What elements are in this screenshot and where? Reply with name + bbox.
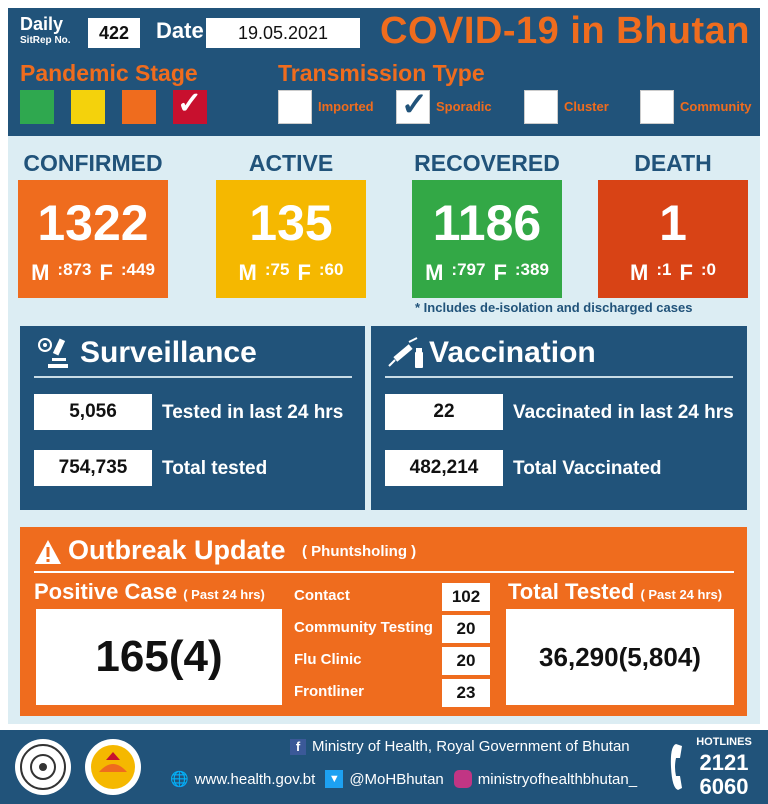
recovered-male-count: :797 bbox=[451, 260, 486, 279]
surveillance-divider bbox=[34, 376, 352, 378]
outbreak-panel bbox=[20, 527, 747, 716]
ministry-line bbox=[290, 738, 630, 755]
hotline-1: 2121 bbox=[699, 750, 749, 775]
date-label: Date bbox=[156, 18, 204, 43]
recovered-card bbox=[412, 180, 562, 298]
syringe-icon bbox=[385, 336, 425, 370]
hotline-2: 6060 bbox=[699, 774, 749, 799]
stage-square-orange bbox=[122, 90, 156, 124]
active-count: 135 bbox=[249, 195, 333, 251]
confirmed-female-count: :449 bbox=[120, 260, 155, 279]
transmission-label-imported: Imported bbox=[318, 99, 374, 114]
confirmed-card bbox=[18, 180, 168, 298]
instagram-handle[interactable]: ministryofhealthbhutan_ bbox=[477, 770, 638, 788]
ministry-logo-icon bbox=[84, 738, 142, 796]
positive-case-value: 165(4) bbox=[36, 609, 282, 705]
total-tested-outbreak-title: Total Tested bbox=[508, 579, 635, 604]
twitter-icon: ▼ bbox=[325, 770, 343, 788]
vaccinated-24h-label: Vaccinated in last 24 hrs bbox=[513, 402, 734, 423]
active-female-count: :60 bbox=[318, 260, 344, 279]
breakdown-flu-clinic-value: 20 bbox=[442, 647, 490, 675]
transmission-type-label: Transmission Type bbox=[278, 60, 485, 86]
positive-case-title: Positive Case bbox=[34, 579, 178, 604]
sitrep-number: 422 bbox=[88, 18, 140, 48]
vaccination-title: Vaccination bbox=[429, 336, 596, 369]
stage-check-icon: ✓ bbox=[177, 87, 203, 120]
death-label: DEATH bbox=[634, 150, 712, 176]
recovered-count: 1186 bbox=[432, 195, 542, 251]
death-male-label: M bbox=[629, 260, 649, 285]
microscope-icon bbox=[36, 336, 72, 370]
recovered-note: * Includes de-isolation and discharged cases bbox=[415, 300, 693, 315]
recovered-female-count: :389 bbox=[514, 260, 549, 279]
breakdown-community-testing-value: 20 bbox=[442, 615, 490, 643]
recovered-gender-split bbox=[425, 260, 549, 286]
header-panel bbox=[8, 8, 760, 136]
total-vaccinated-value: 482,214 bbox=[385, 450, 503, 486]
vaccination-divider bbox=[385, 376, 733, 378]
death-female-label: F bbox=[679, 260, 693, 285]
vaccinated-24h-value: 22 bbox=[385, 394, 503, 430]
tested-24h-label: Tested in last 24 hrs bbox=[162, 402, 344, 423]
total-tested-outbreak-label bbox=[508, 579, 722, 605]
pandemic-stage-label: Pandemic Stage bbox=[20, 60, 198, 86]
pandemic-stage-indicator bbox=[20, 87, 207, 124]
vaccination-panel bbox=[371, 326, 747, 510]
outbreak-title: Outbreak Update bbox=[68, 535, 286, 565]
transmission-checkbox-cluster bbox=[524, 90, 558, 124]
government-emblem-icon bbox=[14, 738, 72, 796]
ministry-name: Ministry of Health, Royal Government of Bhutan bbox=[312, 738, 630, 755]
confirmed-male-count: :873 bbox=[57, 260, 92, 279]
facebook-icon: f bbox=[290, 739, 306, 755]
transmission-check-icon: ✓ bbox=[401, 86, 428, 122]
contact-line bbox=[170, 770, 637, 788]
page-title: COVID-19 in Bhutan bbox=[380, 10, 751, 52]
total-tested-outbreak-value: 36,290(5,804) bbox=[506, 609, 734, 705]
transmission-label-community: Community bbox=[680, 99, 752, 114]
hotlines-label: HOTLINES bbox=[696, 736, 752, 748]
website-link[interactable]: www.health.gov.bt bbox=[194, 770, 316, 788]
positive-case-label bbox=[34, 579, 265, 605]
sitrep-label: SitRep No. bbox=[20, 35, 71, 46]
stage-square-red bbox=[173, 87, 207, 124]
transmission-checkbox-sporadic bbox=[396, 86, 430, 124]
recovered-female-label: F bbox=[493, 260, 507, 285]
recovered-label: RECOVERED bbox=[414, 150, 560, 176]
breakdown-community-testing-label: Community Testing bbox=[294, 619, 433, 636]
active-male-label: M bbox=[238, 260, 257, 285]
breakdown-flu-clinic-label: Flu Clinic bbox=[294, 651, 362, 668]
phone-icon bbox=[670, 742, 692, 792]
active-female-label: F bbox=[297, 260, 311, 285]
death-female-count: :0 bbox=[700, 260, 717, 279]
confirmed-label: CONFIRMED bbox=[23, 150, 163, 176]
confirmed-female-label: F bbox=[99, 260, 113, 285]
globe-icon: 🌐 bbox=[170, 771, 189, 788]
total-tested-outbreak-sub: ( Past 24 hrs) bbox=[640, 587, 723, 602]
confirmed-gender-split bbox=[31, 260, 155, 286]
stage-square-green bbox=[20, 90, 54, 124]
death-count: 1 bbox=[659, 195, 687, 251]
breakdown-contact-value: 102 bbox=[442, 583, 490, 611]
recovered-male-label: M bbox=[425, 260, 444, 285]
breakdown-frontliner-label: Frontliner bbox=[294, 683, 364, 700]
breakdown-frontliner-value: 23 bbox=[442, 679, 490, 707]
footer bbox=[0, 730, 768, 804]
death-gender-split bbox=[630, 260, 716, 286]
total-tested-label: Total tested bbox=[162, 458, 268, 479]
transmission-checkbox-imported bbox=[278, 90, 312, 124]
warning-icon bbox=[34, 539, 62, 565]
active-card bbox=[216, 180, 366, 298]
breakdown-contact-label: Contact bbox=[294, 587, 350, 604]
transmission-type-list bbox=[278, 86, 756, 126]
positive-case-sub: ( Past 24 hrs) bbox=[183, 587, 265, 602]
outbreak-location: ( Phuntsholing ) bbox=[302, 543, 417, 560]
transmission-checkbox-community bbox=[640, 90, 674, 124]
stage-square-yellow bbox=[71, 90, 105, 124]
active-male-count: :75 bbox=[264, 260, 290, 279]
date-value: 19.05.2021 bbox=[206, 18, 360, 48]
total-tested-value: 754,735 bbox=[34, 450, 152, 486]
instagram-icon bbox=[454, 770, 472, 788]
total-vaccinated-label: Total Vaccinated bbox=[513, 458, 662, 479]
tested-24h-value: 5,056 bbox=[34, 394, 152, 430]
active-label: ACTIVE bbox=[248, 150, 334, 176]
transmission-label-cluster: Cluster bbox=[564, 99, 609, 114]
surveillance-title: Surveillance bbox=[80, 336, 257, 369]
confirmed-count: 1322 bbox=[37, 195, 149, 251]
transmission-label-sporadic: Sporadic bbox=[436, 99, 492, 114]
confirmed-male-label: M bbox=[31, 260, 50, 285]
active-gender-split bbox=[239, 260, 344, 286]
twitter-handle[interactable]: @MoHBhutan bbox=[349, 770, 444, 788]
daily-label: Daily bbox=[20, 14, 64, 34]
death-card bbox=[598, 180, 748, 298]
outbreak-divider bbox=[34, 571, 734, 573]
death-male-count: :1 bbox=[656, 260, 672, 279]
surveillance-panel bbox=[20, 326, 365, 510]
